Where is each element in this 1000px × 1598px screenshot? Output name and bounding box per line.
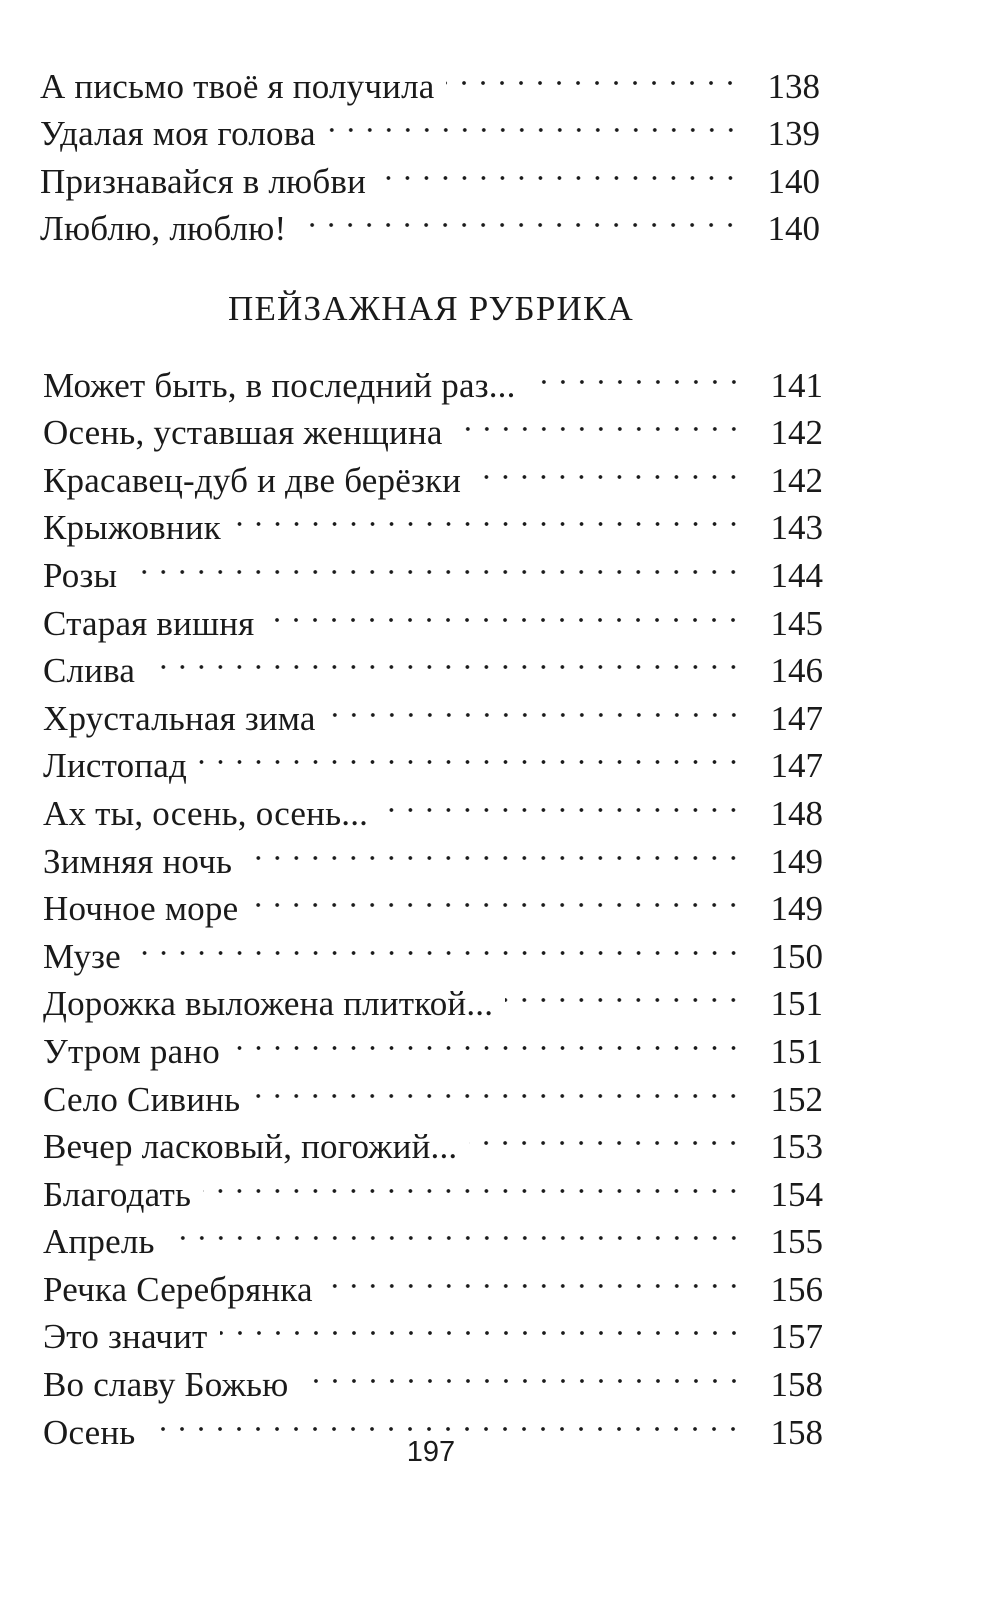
toc-entry-title: Признавайся в любви (40, 161, 367, 201)
toc-entry-title: Слива (43, 651, 136, 691)
dot-leader (147, 635, 743, 683)
toc-entry-page: 157 (770, 1317, 823, 1357)
dot-leader (232, 1015, 743, 1063)
dot-leader (133, 920, 743, 968)
toc-entry-title: Красавец-дуб и две берёзки (43, 460, 462, 500)
toc-entry-title: Осень (43, 1412, 136, 1452)
toc-entry-title: Люблю, люблю! (40, 209, 287, 249)
dot-leader (469, 1111, 743, 1159)
dot-leader (129, 539, 743, 587)
dot-leader (473, 444, 743, 492)
toc-entry-title: Листопад (43, 746, 188, 786)
toc-entry (40, 50, 820, 106)
dot-leader (220, 1301, 743, 1349)
toc-entry-page: 158 (770, 1365, 823, 1405)
toc-entry-title: А письмо твоё я получила (40, 66, 435, 106)
dot-leader (203, 1158, 743, 1206)
toc-entry-title: Зимняя ночь (43, 841, 233, 881)
toc-entry-page: 140 (767, 209, 820, 249)
toc-entry (43, 635, 823, 691)
dot-leader (528, 349, 743, 397)
toc-entry-page: 142 (770, 460, 823, 500)
toc-entry-page: 144 (770, 555, 823, 595)
toc-entry-page: 149 (770, 841, 823, 881)
toc-entry-title: Дорожка выложена плиткой... (43, 984, 494, 1024)
toc-entry-page: 155 (770, 1222, 823, 1262)
dot-leader (298, 193, 740, 241)
toc-entry-page: 138 (767, 66, 820, 106)
toc-entry-page: 145 (770, 603, 823, 643)
toc-entry-title: Благодать (43, 1174, 192, 1214)
dot-leader (446, 50, 740, 98)
toc-entry-page: 158 (770, 1412, 823, 1452)
toc-entry-page: 148 (770, 793, 823, 833)
toc-entry-title: Крыжовник (43, 508, 221, 548)
toc-entry-title: Хрустальная зима (43, 698, 316, 738)
toc-entry-title: Осень, уставшая женщина (43, 413, 443, 453)
toc-entry-page: 140 (767, 161, 820, 201)
dot-leader (455, 397, 743, 445)
dot-leader (505, 968, 743, 1016)
toc-entry-title: Вечер ласковый, погожий... (43, 1127, 458, 1167)
toc-entry-page: 146 (770, 651, 823, 691)
toc-entry-title: Старая вишня (43, 603, 255, 643)
toc-entry-title: Удалая моя голова (40, 114, 316, 154)
toc-entry-title: Апрель (43, 1222, 155, 1262)
toc-entry-title: Может быть, в последний раз... (43, 365, 516, 405)
toc-entry-page: 149 (770, 889, 823, 929)
dot-leader (328, 682, 743, 730)
page-number: 197 (406, 1436, 456, 1468)
toc-entry-title: Село Сивинь (43, 1079, 241, 1119)
toc-entry-title: Розы (43, 555, 118, 595)
dot-leader (328, 98, 740, 146)
toc-list-previous-section (40, 50, 820, 249)
toc-entry-page: 142 (770, 413, 823, 453)
toc-entry (43, 539, 823, 595)
toc-entry-page: 154 (770, 1174, 823, 1214)
toc-entry-title: Это значит (43, 1317, 208, 1357)
toc-entry-page: 143 (770, 508, 823, 548)
dot-leader (325, 1253, 743, 1301)
section-heading: ПЕЙЗАЖНАЯ РУБРИКА (228, 289, 634, 328)
toc-entry (43, 920, 823, 976)
toc-entry-page: 151 (770, 984, 823, 1024)
toc-entry-page: 156 (770, 1269, 823, 1309)
dot-leader (199, 730, 743, 778)
toc-entry-title: Ночное море (43, 889, 239, 929)
dot-leader (301, 1348, 743, 1396)
toc-entry-title: Во славу Божью (43, 1365, 289, 1405)
dot-leader (244, 825, 743, 873)
toc-entry-page: 141 (770, 365, 823, 405)
dot-leader (378, 145, 740, 193)
dot-leader (252, 1063, 743, 1111)
toc-entry-page: 151 (770, 1031, 823, 1071)
toc-entry-page: 147 (770, 746, 823, 786)
toc-entry-title: Утром рано (43, 1031, 220, 1071)
dot-leader (167, 1206, 743, 1254)
toc-entry (43, 349, 823, 405)
toc-entry (43, 1253, 823, 1309)
toc-entry-title: Ах ты, осень, осень... (43, 793, 369, 833)
toc-entry-title: Речка Серебрянка (43, 1269, 313, 1309)
toc-entry (43, 587, 823, 643)
toc-entry (43, 968, 823, 1024)
dot-leader (250, 873, 743, 921)
toc-entry-page: 147 (770, 698, 823, 738)
toc-entry-page: 152 (770, 1079, 823, 1119)
toc-entry-title: Музе (43, 936, 121, 976)
toc-entry (43, 682, 823, 738)
toc-entry-page: 150 (770, 936, 823, 976)
toc-entry-page: 153 (770, 1127, 823, 1167)
dot-leader (233, 492, 743, 540)
dot-leader (266, 587, 743, 635)
toc-entry-page: 139 (767, 114, 820, 154)
dot-leader (380, 777, 743, 825)
